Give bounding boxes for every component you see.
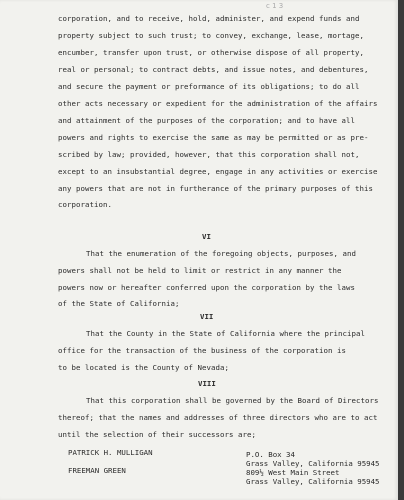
text-line: encumber, transfer upon trust, or otherwise dispose of all property, [58, 48, 364, 57]
text-line: of the State of California; [58, 299, 180, 308]
text-line: scribed by law; provided, however, that this corporation shall not, [58, 150, 360, 159]
director-address-line: Grass Valley, California 95945 [246, 459, 380, 468]
text-line: That this corporation shall be governed by the Board of Directors [86, 396, 379, 405]
section-numeral: VII [200, 312, 214, 321]
text-line: to be located is the County of Nevada; [58, 363, 229, 372]
director-address-line: Grass Valley, California 95945 [246, 477, 380, 486]
text-line: powers and rights to exercise the same as may be permitted or as pre- [58, 133, 369, 142]
director-address-line: P.O. Box 34 [246, 450, 295, 459]
scan-edge [398, 0, 404, 500]
text-line: and attainment of the purposes of the corporation; and to have all [58, 116, 355, 125]
text-line: corporation, and to receive, hold, administer, and expend funds and [58, 14, 360, 23]
section-numeral: VI [202, 232, 211, 241]
director-name: PATRICK H. MULLIGAN [68, 448, 153, 457]
text-line: real or personal; to contract debts, and issue notes, and debentures, [58, 65, 369, 74]
director-name: FREEMAN GREEN [68, 466, 126, 475]
text-line: and secure the payment or preformance of its obligations; to do all [58, 82, 360, 91]
text-line: That the County in the State of California where the principal [86, 329, 365, 338]
text-line: except to an insubstantial degree, engage in any activities or exercise [58, 167, 378, 176]
text-line: powers now or hereafter conferred upon the corporation by the laws [58, 283, 355, 292]
text-line: office for the transaction of the business of the corporation is [58, 346, 346, 355]
pencil-annotation: c 1 3 [266, 2, 284, 10]
text-line: thereof; that the names and addresses of three directors who are to act [58, 413, 378, 422]
text-line: That the enumeration of the foregoing objects, purposes, and [86, 249, 356, 258]
text-line: powers shall not be held to limit or restrict in any manner the [58, 266, 342, 275]
text-line: any powers that are not in furtherance of the primary purposes of this [58, 184, 373, 193]
text-line: property subject to such trust; to convey, exchange, lease, mortage, [58, 31, 364, 40]
text-line: until the selection of their successors are; [58, 430, 256, 439]
director-address-line: 809½ West Main Street [246, 468, 340, 477]
text-line: corporation. [58, 200, 112, 209]
text-line: other acts necessary or expedient for the administration of the affairs [58, 99, 378, 108]
section-numeral: VIII [198, 379, 216, 388]
